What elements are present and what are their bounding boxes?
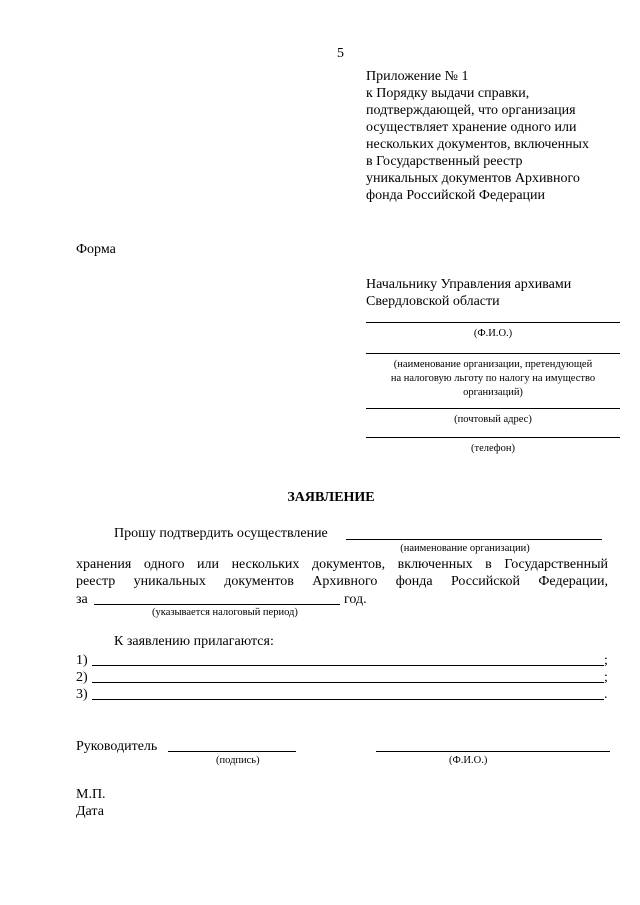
appendix-line: фонда Российской Федерации	[366, 188, 546, 203]
stamp-label: М.П.	[76, 787, 106, 802]
attachment-item-number: 1)	[76, 653, 88, 668]
organization-name-field-line[interactable]	[346, 539, 602, 540]
fio-field-line[interactable]	[366, 322, 620, 323]
attachment-item-number: 3)	[76, 687, 88, 702]
attachments-heading: К заявлению прилагаются:	[114, 634, 274, 649]
appendix-line: в Государственный реестр	[366, 154, 523, 169]
organization-name-hint: (наименование организации)	[400, 543, 530, 554]
head-label: Руководитель	[76, 739, 158, 754]
addressee-line-2: Свердловской области	[366, 294, 500, 309]
request-text: Прошу подтвердить осуществление	[114, 526, 328, 541]
attachment-field-line[interactable]	[92, 699, 604, 700]
appendix-line: уникальных документов Архивного	[366, 171, 580, 186]
attachment-field-line[interactable]	[92, 665, 604, 666]
appendix-line: нескольких документов, включенных	[366, 137, 589, 152]
fio-hint: (Ф.И.О.)	[473, 328, 513, 339]
attachment-item-end: ;	[604, 670, 608, 685]
appendix-title: Приложение № 1	[366, 69, 469, 84]
attachment-item-end: .	[604, 687, 608, 702]
form-label: Форма	[76, 242, 116, 257]
organization-hint-line: организаций)	[463, 387, 523, 398]
statement-body-line: хранения одного или нескольких документов, включенных в Государственный	[76, 557, 608, 572]
postal-address-field-line[interactable]	[366, 408, 620, 409]
tax-period-field-line[interactable]	[94, 604, 340, 605]
page-number: 5	[337, 46, 344, 61]
tax-period-hint: (указывается налоговый период)	[152, 607, 298, 618]
postal-address-hint: (почтовый адрес)	[454, 414, 532, 425]
appendix-line: осуществляет хранение одного или	[366, 120, 577, 135]
period-suffix: год.	[344, 592, 367, 607]
attachment-field-line[interactable]	[92, 682, 604, 683]
phone-hint: (телефон)	[471, 443, 515, 454]
attachment-item-end: ;	[604, 653, 608, 668]
period-prefix: за	[76, 592, 88, 607]
date-label: Дата	[76, 804, 104, 819]
appendix-line: к Порядку выдачи справки,	[366, 86, 530, 101]
appendix-line: подтверждающей, что организация	[366, 103, 576, 118]
organization-field-line[interactable]	[366, 353, 620, 354]
organization-hint	[360, 358, 626, 400]
signature-field-line[interactable]	[168, 751, 296, 752]
organization-hint-line: (наименование организации, претендующей	[393, 359, 593, 370]
statement-title: ЗАЯВЛЕНИЕ	[287, 490, 375, 505]
phone-field-line[interactable]	[366, 437, 620, 438]
head-fio-field-line[interactable]	[376, 751, 610, 752]
organization-hint-line: на налоговую льготу по налогу на имущество	[390, 373, 596, 384]
addressee-line-1: Начальнику Управления архивами	[366, 277, 572, 292]
appendix-block	[366, 68, 626, 204]
attachment-item-number: 2)	[76, 670, 88, 685]
signature-hint: (подпись)	[216, 755, 260, 766]
statement-body-line: реестр уникальных документов Архивного фонда Российской Федерации,	[76, 574, 608, 589]
head-fio-hint: (Ф.И.О.)	[449, 755, 488, 766]
